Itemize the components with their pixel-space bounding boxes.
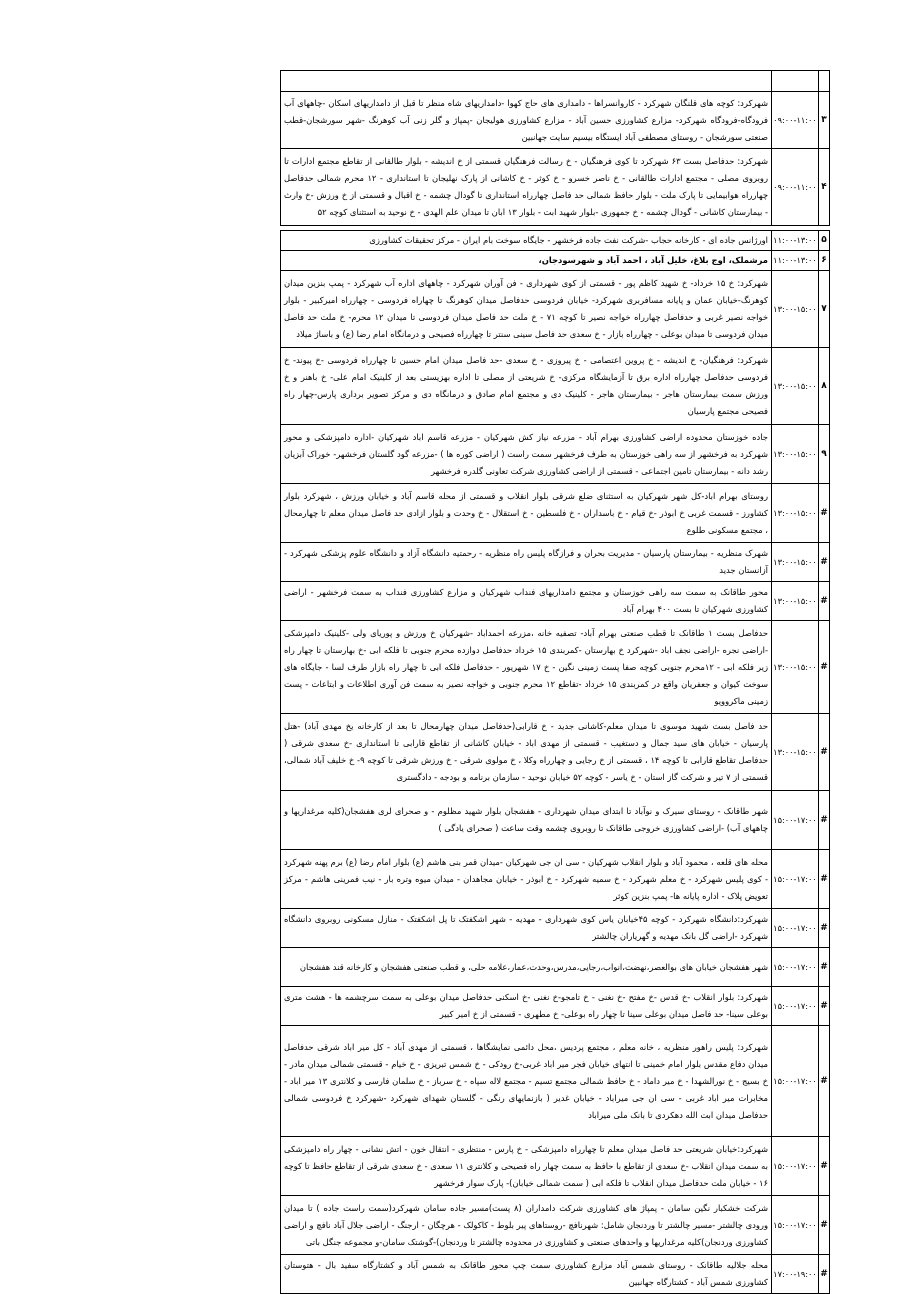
table-row xyxy=(281,231,830,251)
time-range: ۱۳:۰۰-۱۵:۰۰ xyxy=(772,425,819,484)
table-row xyxy=(281,948,830,987)
table-row xyxy=(281,850,830,909)
time-range: ۱۳:۰۰-۱۵:۰۰ xyxy=(772,621,819,714)
area-description: شهرکرد:دانشگاه شهرکرد - کوچه ۴۵خیابان یاس کوی شهرداری - مهدیه - شهر اشکفتک تا پل اشکفتک - منازل مسکونی روبروی دانشگاه شهرکرد -اراضی گل بانک مهدیه و گهریاران چالشتر xyxy=(281,909,772,948)
area-description: حد فاصل بست شهید موسوی تا میدان معلم-کاشانی جدید - خ قارابی(حدفاصل میدان چهارمحال تا بعد از کارخانه یخ مهدی آباد) -هتل پارسیان - خیابان های سید جمال و دستغیب - قسمتی از مهدی اباد - خیابان کاشانی از تقاطع قارابی تا استانداری -خ سعدی شرقی ( حدفاصل تقاطع قارابی تا کوچه ۱۴ ، قسمتی از خ رجایی و چهارراه وکلا ، خ مولوی شرقی - خ ورزش شرقی تا کوچه ۹- خ خلیف آباد شمالی، قسمتی از ۷ تیر و شرکت گاز استان - خ یاسر - کوچه ۵۲ خیابان نوحید - سازمان برنامه و بودجه - دادگستری xyxy=(281,714,772,791)
table-row xyxy=(281,987,830,1026)
area-description: شهرکرد:خیابان شریعتی حد فاصل میدان معلم تا چهارراه دامپزشکی - خ پارس - منتظری - انتقال خون - اتش نشانی - چهار راه دامپزشکی به سمت میدان انقلاب -خ سعدی از تقاطع با حافظ به سمت چهار راه فصیحی و کلانتری ۱۱ سعدی - خ سعدی شرقی از تقاطع حافظ تا کوچه ۱۶ - خیابان ملت حدفاصل میدان انقلاب تا فلکه ابی ( سمت شمالی خیابان)- پارک سوار فرخشهر xyxy=(281,1137,772,1196)
table-row xyxy=(281,582,830,621)
row-number: # xyxy=(819,543,830,582)
row-number: # xyxy=(819,714,830,791)
time-range: ۱۵:۰۰-۱۷:۰۰ xyxy=(772,1026,819,1137)
area-description: شهر هفشجان خیابان های بوالعصر،نهضت،انواب،رجایی،مدرس،وحدت،عمار،علامه حلی، و قطب صنعتی هفشجان و کارخانه قند هفشجان xyxy=(281,948,772,987)
table-row xyxy=(281,791,830,850)
area-description: شهرکرد: بلوار انقلاب -خ قدس -خ مفتح -خ نغنی - خ تامجو-خ نغنی -خ اسکنی حدفاصل میدان بوعلی به سمت سرچشمه ها - هشت متری بوعلی سینا- حد فاصل میدان بوعلی سینا تا چهار راه بوعلی- خ مطهری - قسمتی از خ امیر کبیر xyxy=(281,987,772,1026)
row-number: # xyxy=(819,850,830,909)
table-body xyxy=(281,71,830,1294)
row-number: # xyxy=(819,987,830,1026)
row-number: ۳ xyxy=(819,92,830,149)
row-number: # xyxy=(819,791,830,850)
time-range: ۱۵:۰۰-۱۷:۰۰ xyxy=(772,987,819,1026)
time-range: ۰۹:۰۰-۱۱:۰۰ xyxy=(772,149,819,226)
area-description: شهرکرد: خ ۱۵ خرداد- خ شهید کاظم پور - قسمتی از کوی شهرداری - فن آوران شهرکرد - چاههای اداره آب شهرکرد - پمپ بنزین میدان کوهرنگ-خیابان عمان و پایانه مسافربری شهرکرد- خیابان فردوسی حدفاصل میدان کوهرنگ تا چهاراه فردوسی - چهارراه امیرکبیر - بلوار خواجه نصیر غربی و حدفاصل چهارراه خواجه نصیر تا کوچه ۷۱ - خ ملت حد فاصل میدان فردوسی تا میدان ۱۲ محرم- خ ملت حد فاصل میدان فردوسی تا میدان بوعلی - چهارراه بازار - خ سعدی حد فاصل سینی سنتر تا چهارراه فصیحی و درمانگاه امام رضا (ع) و باساژ میلاد xyxy=(281,271,772,348)
table-row xyxy=(281,1196,830,1255)
table-row xyxy=(281,348,830,425)
time-range: ۱۵:۰۰-۱۷:۰۰ xyxy=(772,1137,819,1196)
row-number: # xyxy=(819,909,830,948)
table-row xyxy=(281,92,830,149)
table-row xyxy=(281,621,830,714)
table-row xyxy=(281,1026,830,1137)
table-row xyxy=(281,251,830,271)
time-range: ۱۳:۰۰-۱۵:۰۰ xyxy=(772,484,819,543)
area-description: حدفاصل بست ۱ طاقانک تا قطب صنعتی بهرام آباد- تصفیه خانه ،مزرعه احمداباد -شهرکیان خ ورزش و پوریای ولی -کلینیک دامپزشکی -اراضی نجره -اراضی نجف اباد -شهرکرد خ بهارستان -کمربندی ۱۵ خرداد حدفاصل دوازده محرم جنوبی تا فلکه ابی -خ بهارستان تا چهار راه زیر فلکه ابی - ۱۲محرم جنوبی کوچه صفا پست زمینی نگین - خ ۱۷ شهریور - حدفاصل فلکه ابی تا چهار راه بازار طرف لسا - جایگاه های سوخت کیوان و جعفریان واقع در کمربندی ۱۵ خرداد -تقاطع ۱۲ محرم جنوبی و خواجه نصیر به سمت فن آوری اطلاعات و ابتاعات - پست زمینی ماکروویو xyxy=(281,621,772,714)
table-row xyxy=(281,1255,830,1294)
table-row xyxy=(281,909,830,948)
area-description: شهر طاقانک - روستای سیرک و نوآباد تا ابتدای میدان شهرداری - هفشجان بلوار شهید مظلوم - و صحرای لری هفشجان(کلیه مرغداریها و چاههای آب) -اراضی کشاورزی خروجی طاقانک تا روبروی چشمه وقت ساعت ( صحرای یادگی ) xyxy=(281,791,772,850)
area-description: جاده خوزستان محدوده اراضی کشاورزی بهرام آباد - مزرعه نیاز کش شهرکیان - مزرعه قاسم اباد شهرکیان -اداره دامپزشکی و محور شهرکرد به فرخشهر از سه راهی خوزستان به طرف فرخشهر سمت راست ( اراضی کوره ها ) -مزرعه گود گلستان فرخشهر- خوراک آبزیان رشد دانه - بیمارستان تامین اجتماعی - قسمتی از اراضی کشاورزی شرکت تعاونی گلدره فرخشهر xyxy=(281,425,772,484)
row-number: ۹ xyxy=(819,425,830,484)
area-description xyxy=(281,71,772,92)
area-description: شهرکرد: کوچه های قلنگان شهرکرد - کاروانسراها - دامداری های حاج کهوا -دامداریهای شاه منظر تا قبل از دامداریهای اسکان -چاههای آب فرودگاه-فرودگاه شهرکرد- مزارع کشاورزی حسین آباد - مزارع کشاورزی هولیجان -پمپاژ و گلر زنی آب کوهرنگ -شهر سورشجان-قطب صنعتی سورشجان - روستای مصطفی آباد ایستگاه بیسیم سایت جهانبین xyxy=(281,92,772,149)
row-number: ۴ xyxy=(819,149,830,226)
time-range: ۱۵:۰۰-۱۷:۰۰ xyxy=(772,791,819,850)
table-row xyxy=(281,1137,830,1196)
time-range: ۱۵:۰۰-۱۷:۰۰ xyxy=(772,850,819,909)
row-number xyxy=(819,71,830,92)
row-number: # xyxy=(819,948,830,987)
row-number: # xyxy=(819,582,830,621)
time-range: ۱۳:۰۰-۱۵:۰۰ xyxy=(772,348,819,425)
time-range: ۱۱:۰۰-۱۳:۰۰ xyxy=(772,231,819,251)
table-row xyxy=(281,543,830,582)
area-description: مرشملک، اوج بلاغ، خلیل آباد ، احمد آباد و شهرسودجان، xyxy=(281,251,772,271)
row-number: # xyxy=(819,1255,830,1294)
area-description: شهرکرد: فرهنگیان- خ اندیشه - خ پروین اعتصامی - خ پیروزی - خ سعدی -حد فاصل میدان امام حسین تا چهارراه فردوسی -خ پیوند- خ فردوسی حدفاصل چهارراه اداره برق تا آزمایشگاه مرکزی- خ شریعتی از مصلی تا اداره بهزیستی بعد از کلینیک امام علی- خ باهنر و خ ورزش سمت بیمارستان هاجر - بیمارستان هاجر - کلینیک دی و مجتمع امام صادق و درمانگاه دی و مرکز تصویر برداری پارس-چهار راه فصیحی مجتمع پارسیان xyxy=(281,348,772,425)
row-number: ۸ xyxy=(819,348,830,425)
outage-schedule-table xyxy=(280,70,830,1294)
table-row xyxy=(281,149,830,226)
row-number: # xyxy=(819,621,830,714)
time-range: ۱۷:۰۰-۱۹:۰۰ xyxy=(772,1255,819,1294)
area-description: محور طاقانک به سمت سه راهی خوزستان و مجتمع دامداریهای فنداب شهرکیان و مزارع کشاورزی فنداب به سمت فرخشهر - اراضی کشاورزی شهرکیان تا بست ۴۰۰ بهرام آباد xyxy=(281,582,772,621)
schedule-sheet xyxy=(280,70,830,1294)
row-number: ۵ xyxy=(819,231,830,251)
time-range: ۱۳:۰۰-۱۵:۰۰ xyxy=(772,271,819,348)
row-number: # xyxy=(819,484,830,543)
area-description: شهرکرد: حدفاصل بست ۶۳ شهرکرد تا کوی فرهنگیان - خ رسالت فرهنگیان قسمتی از خ اندیشه - بلوار طالقانی از تقاطع مجتمع ادارات تا روبروی مصلی - مجتمع ادارات طالقانی - خ ناصر خسرو - خ کوثر - خ کاشانی از پارک نهلیجان تا استانداری - ۱۲ محرم شمالی حدفاصل چهارراه هوابیمایی تا پارک ملت - بلوار حافظ شمالی حد فاصل چهارراه استانداری تا گودال چشمه - خ اقبال و قسمتی از خ ورزش -خ وارث - بیمارستان کاشانی - گودال چشمه - خ جمهوری -بلوار شهید ابت - بلوار ۱۳ ابان تا میدان علم الهدی - خ نوحید به استثنای کوچه ۵۲ xyxy=(281,149,772,226)
time-range: ۱۱:۰۰-۱۳:۰۰ xyxy=(772,251,819,271)
time-range: ۱۳:۰۰-۱۵:۰۰ xyxy=(772,714,819,791)
row-number: # xyxy=(819,1196,830,1255)
time-range xyxy=(772,71,819,92)
table-row xyxy=(281,271,830,348)
area-description: محله جلالیه طاقانک - روستای شمس آباد مزارع کشاورزی سمت چپ محور طاقانک به شمس آباد و کشتارگاه سفید بال - هتوستان کشاورزی شمس آباد - کشتارگاه جهانبین xyxy=(281,1255,772,1294)
time-range: ۱۵:۰۰-۱۷:۰۰ xyxy=(772,948,819,987)
time-range: ۰۹:۰۰-۱۱:۰۰ xyxy=(772,92,819,149)
time-range: ۱۳:۰۰-۱۵:۰۰ xyxy=(772,582,819,621)
table-row xyxy=(281,484,830,543)
table-row xyxy=(281,714,830,791)
row-number: # xyxy=(819,1137,830,1196)
area-description: اورژانس جاده ای - کارخانه حجاب -شرکت نفت جاده فرخشهر - جایگاه سوخت بام ایران - مرکز تحقیقات کشاورزی xyxy=(281,231,772,251)
row-number: # xyxy=(819,1026,830,1137)
table-row xyxy=(281,71,830,92)
time-range: ۱۵:۰۰-۱۷:۰۰ xyxy=(772,909,819,948)
area-description: شهرک منظریه - بیمارستان پارسیان - مدیریت بحران و فرازگاه پلیس راه منظریه - رحمتیه دانشگاه آزاد و دانشگاه علوم پزشکی شهرکرد - آزانستان جدید xyxy=(281,543,772,582)
time-range: ۱۳:۰۰-۱۵:۰۰ xyxy=(772,543,819,582)
area-description: شهرکرد: پلیس راهور منظریه ، خانه معلم ، مجتمع پردیس ،محل دائمی نمایشگاها ، قسمتی از مهدی آباد - کل میر اباد شرقی حدفاصل میدان دفاع مقدس بلوار امام خمینی تا انتهای خیابان فجر میر اباد غربی-خ رودکی - خ شمس تبریزی - خ خیام - قسمتی شمالی میدان مادر - خ بسیج - خ نورالشهدا - خ میر داماد - خ حافظ شمالی مجتمع تسیم - مجتمع لاله سپاه - خ سرباز - خ سلمان فارسی و کلانتری ۱۳ میر اباد - مخابرات میر اباد غربی - سی ان جی میراباد - خیابان غدیر ( بازنمایهای رنگی - گلستان شهدای شهرکرد -شهرکرد خ فردوسی شمالی حدفاصل میدان ابت الله دهکردی تا بانک ملی میراباد xyxy=(281,1026,772,1137)
row-number: ۶ xyxy=(819,251,830,271)
time-range: ۱۵:۰۰-۱۷:۰۰ xyxy=(772,1196,819,1255)
table-row xyxy=(281,425,830,484)
row-number: ۷ xyxy=(819,271,830,348)
area-description: روستای بهرام اباد-کل شهر شهرکیان به استثنای ضلع شرقی بلوار انقلاب و قسمتی از محله قاسم آباد و خیابان ورزش ، شهرکرد بلوار کشاورز - قسمت غربی خ ابوذر -خ قیام - خ باسداران - خ فلسطین - خ استقلال - خ وحدت و بلوار ازادی حد فاصل میدان معلم تا چهارمحال ، مجتمع مسکونی طلوع xyxy=(281,484,772,543)
area-description: شرکت خشکبار نگین سامان - پمپاژ های کشاورزی شرکت دامداران (۸ پست)مسیر جاده سامان شهرکرد(سمت راست جاده ) تا میدان ورودی چالشتر -مسیر چالشتر تا وردنجان شامل: شهرنافچ -روستاهای پیر بلوط - کاکولک - هرچگان - ارجنگ - اراضی جلال آباد نافچ و اراضی کشاورزی وردنجان)کلیه مرغداریها و واحدهای صنعتی و کشاورزی در محدوده چالشتر تا وردنجان)-گوشتک سامان-و مجموعه جنگل باتی xyxy=(281,1196,772,1255)
area-description: محله های قلعه ، محمود آباد و بلوار انقلاب شهرکیان - سی ان جی شهرکیان -میدان قمر بنی هاشم (ع) بلوار امام رضا (ع) برم پهنه شهرکرد - کوی پلیس شهرکرد - خ معلم شهرکرد - خ سمیه شهرکرد - خ ابوذر - خیابان مجاهدان - میدان میوه وتره بار - نیب فمرینی هاشم - مرکز تعویض پلاک - اداره پایانه ها- پمپ بنزین کوثر xyxy=(281,850,772,909)
